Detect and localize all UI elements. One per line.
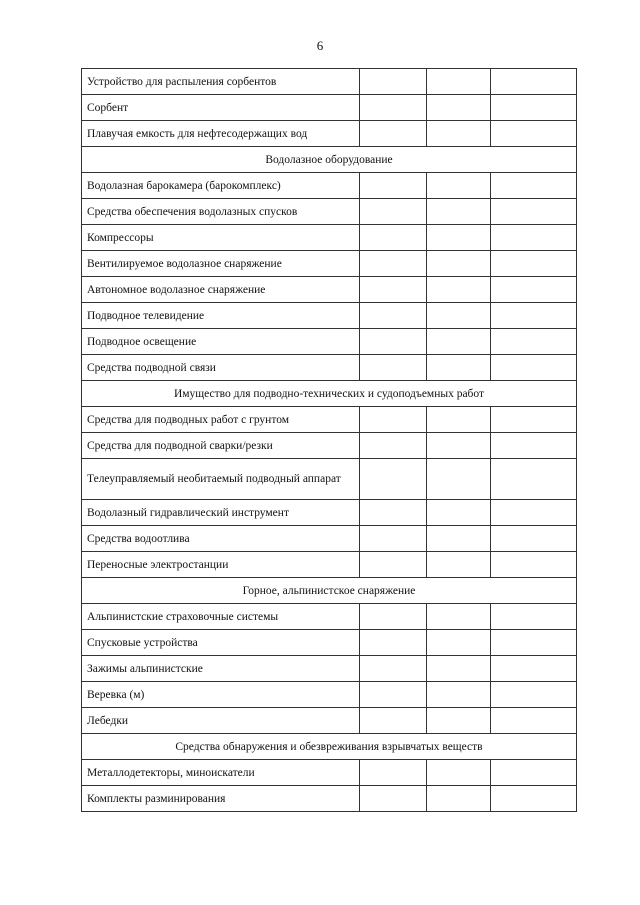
table-row — [82, 708, 577, 734]
item-name-cell: Телеуправляемый необитаемый подводный аппарат — [82, 459, 360, 500]
empty-value-cell — [491, 708, 577, 734]
empty-value-cell — [491, 199, 577, 225]
empty-value-cell — [427, 500, 491, 526]
empty-value-cell — [360, 656, 427, 682]
empty-value-cell — [427, 459, 491, 500]
empty-value-cell — [360, 630, 427, 656]
empty-value-cell — [360, 225, 427, 251]
empty-value-cell — [427, 433, 491, 459]
item-name-cell: Вентилируемое водолазное снаряжение — [82, 251, 360, 277]
item-name-cell: Плавучая емкость для нефтесодержащих вод — [82, 121, 360, 147]
empty-value-cell — [427, 552, 491, 578]
empty-value-cell — [427, 355, 491, 381]
empty-value-cell — [427, 69, 491, 95]
item-name-cell: Подводное телевидение — [82, 303, 360, 329]
item-name-cell: Лебедки — [82, 708, 360, 734]
empty-value-cell — [491, 433, 577, 459]
section-header-row — [82, 578, 577, 604]
section-header-row — [82, 147, 577, 173]
item-name-cell: Спусковые устройства — [82, 630, 360, 656]
item-name-cell: Сорбент — [82, 95, 360, 121]
empty-value-cell — [360, 173, 427, 199]
empty-value-cell — [427, 604, 491, 630]
empty-value-cell — [360, 433, 427, 459]
item-name-cell: Компрессоры — [82, 225, 360, 251]
empty-value-cell — [491, 630, 577, 656]
item-name-cell: Веревка (м) — [82, 682, 360, 708]
table-row — [82, 552, 577, 578]
empty-value-cell — [427, 786, 491, 812]
empty-value-cell — [427, 656, 491, 682]
empty-value-cell — [491, 760, 577, 786]
empty-value-cell — [491, 656, 577, 682]
item-name-cell: Средства для подводных работ с грунтом — [82, 407, 360, 433]
item-name-cell: Комплекты разминирования — [82, 786, 360, 812]
empty-value-cell — [360, 500, 427, 526]
empty-value-cell — [360, 786, 427, 812]
item-name-cell: Автономное водолазное снаряжение — [82, 277, 360, 303]
empty-value-cell — [427, 630, 491, 656]
item-name-cell: Водолазная барокамера (барокомплекс) — [82, 173, 360, 199]
table-row — [82, 682, 577, 708]
empty-value-cell — [491, 552, 577, 578]
empty-value-cell — [360, 526, 427, 552]
empty-value-cell — [360, 277, 427, 303]
item-name-cell: Устройство для распыления сорбентов — [82, 69, 360, 95]
empty-value-cell — [491, 251, 577, 277]
section-header-row — [82, 381, 577, 407]
empty-value-cell — [491, 459, 577, 500]
empty-value-cell — [427, 121, 491, 147]
table-row — [82, 329, 577, 355]
equipment-table — [81, 68, 577, 812]
empty-value-cell — [427, 199, 491, 225]
empty-value-cell — [491, 407, 577, 433]
empty-value-cell — [427, 329, 491, 355]
empty-value-cell — [427, 526, 491, 552]
empty-value-cell — [491, 173, 577, 199]
empty-value-cell — [360, 708, 427, 734]
table-row — [82, 630, 577, 656]
empty-value-cell — [427, 682, 491, 708]
table-row — [82, 277, 577, 303]
table-row — [82, 656, 577, 682]
item-name-cell: Зажимы альпинистские — [82, 656, 360, 682]
empty-value-cell — [360, 760, 427, 786]
item-name-cell: Водолазный гидравлический инструмент — [82, 500, 360, 526]
item-name-cell: Средства водоотлива — [82, 526, 360, 552]
empty-value-cell — [360, 682, 427, 708]
empty-value-cell — [360, 407, 427, 433]
section-title: Имущество для подводно-технических и судоподъемных работ — [82, 381, 577, 407]
empty-value-cell — [360, 329, 427, 355]
table-row — [82, 69, 577, 95]
table-row — [82, 225, 577, 251]
table-row — [82, 199, 577, 225]
empty-value-cell — [427, 708, 491, 734]
empty-value-cell — [427, 407, 491, 433]
empty-value-cell — [491, 500, 577, 526]
section-title: Водолазное оборудование — [82, 147, 577, 173]
equipment-table-body — [82, 69, 577, 812]
empty-value-cell — [360, 69, 427, 95]
empty-value-cell — [360, 303, 427, 329]
empty-value-cell — [360, 199, 427, 225]
table-row — [82, 407, 577, 433]
empty-value-cell — [360, 459, 427, 500]
empty-value-cell — [491, 225, 577, 251]
empty-value-cell — [491, 95, 577, 121]
item-name-cell: Подводное освещение — [82, 329, 360, 355]
empty-value-cell — [360, 604, 427, 630]
empty-value-cell — [491, 329, 577, 355]
table-row — [82, 604, 577, 630]
item-name-cell: Альпинистские страховочные системы — [82, 604, 360, 630]
table-row — [82, 355, 577, 381]
item-name-cell: Металлодетекторы, миноискатели — [82, 760, 360, 786]
table-row — [82, 500, 577, 526]
table-row — [82, 760, 577, 786]
empty-value-cell — [491, 604, 577, 630]
section-title: Средства обнаружения и обезвреживания взрывчатых веществ — [82, 734, 577, 760]
empty-value-cell — [491, 121, 577, 147]
empty-value-cell — [427, 251, 491, 277]
section-header-row — [82, 734, 577, 760]
empty-value-cell — [427, 303, 491, 329]
empty-value-cell — [491, 277, 577, 303]
table-row — [82, 526, 577, 552]
table-row — [82, 95, 577, 121]
empty-value-cell — [491, 303, 577, 329]
table-row — [82, 121, 577, 147]
empty-value-cell — [427, 95, 491, 121]
empty-value-cell — [360, 121, 427, 147]
empty-value-cell — [491, 69, 577, 95]
item-name-cell: Средства подводной связи — [82, 355, 360, 381]
empty-value-cell — [427, 225, 491, 251]
table-row — [82, 786, 577, 812]
empty-value-cell — [360, 251, 427, 277]
table-row — [82, 459, 577, 500]
table-row — [82, 251, 577, 277]
table-row — [82, 303, 577, 329]
empty-value-cell — [427, 760, 491, 786]
empty-value-cell — [491, 355, 577, 381]
empty-value-cell — [360, 552, 427, 578]
table-row — [82, 433, 577, 459]
empty-value-cell — [491, 682, 577, 708]
empty-value-cell — [360, 355, 427, 381]
empty-value-cell — [491, 786, 577, 812]
empty-value-cell — [427, 277, 491, 303]
item-name-cell: Переносные электростанции — [82, 552, 360, 578]
page-number: 6 — [316, 38, 324, 53]
empty-value-cell — [360, 95, 427, 121]
table-row — [82, 173, 577, 199]
empty-value-cell — [491, 526, 577, 552]
item-name-cell: Средства обеспечения водолазных спусков — [82, 199, 360, 225]
item-name-cell: Средства для подводной сварки/резки — [82, 433, 360, 459]
section-title: Горное, альпинистское снаряжение — [82, 578, 577, 604]
empty-value-cell — [427, 173, 491, 199]
